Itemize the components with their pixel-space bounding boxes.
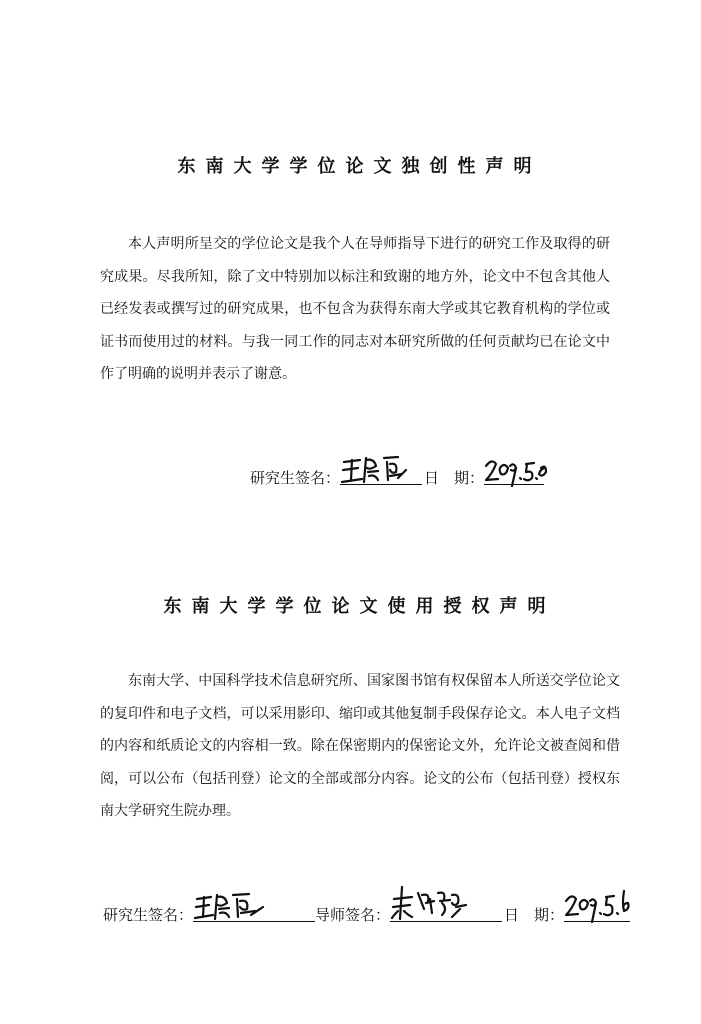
signing-date	[484, 454, 544, 485]
handwritten-signature	[340, 452, 422, 486]
declaration-title: 东南大学学位论文独创性声明	[177, 156, 542, 177]
student-signature	[193, 891, 315, 922]
handwritten-date	[564, 885, 636, 923]
date-label: 日 期：	[424, 469, 485, 487]
authorization-title: 东南大学学位论文使用授权声明	[163, 596, 556, 617]
handwritten-signature	[390, 885, 502, 923]
student-signature-label: 研究生签名：	[250, 469, 341, 487]
signature-line	[250, 448, 544, 488]
advisor-signature	[390, 891, 502, 922]
student-signature-label: 研究生签名：	[103, 906, 194, 924]
student-signature	[340, 454, 422, 485]
handwritten-signature	[193, 889, 315, 923]
advisor-signature-label: 导师签名：	[315, 906, 391, 924]
signature-line	[103, 885, 630, 925]
signing-date	[564, 891, 630, 922]
originality-statement: 本人声明所呈交的学位论文是我个人在导师指导下进行的研究工作及取得的研究成果。尽我所知，除了文中特别加以标注和致谢的地方外，论文中不包含其他人已经发表或撰写过的研究成果，也不包含为获得东南大学或其它教育机构的学位或证书而使用过的材料。与我一同工作的同志对本研究所做的任何贡献均已在论文中作了明确的说明并表示了谢意。	[100, 236, 610, 382]
date-label: 日 期：	[504, 906, 565, 924]
authorization-statement: 东南大学、中国科学技术信息研究所、国家图书馆有权保留本人所送交学位论文的复印件和电子文档，可以采用影印、缩印或其他复制手段保存论文。本人电子文档的内容和纸质论文的内容相一致。除在保密期内的保密论文外，允许论文被查阅和借阅，可以公布（包括刊登）论文的全部或部分内容。论文的公布（包括刊登）授权东南大学研究生院办理。	[100, 673, 620, 819]
handwritten-date	[484, 452, 550, 486]
